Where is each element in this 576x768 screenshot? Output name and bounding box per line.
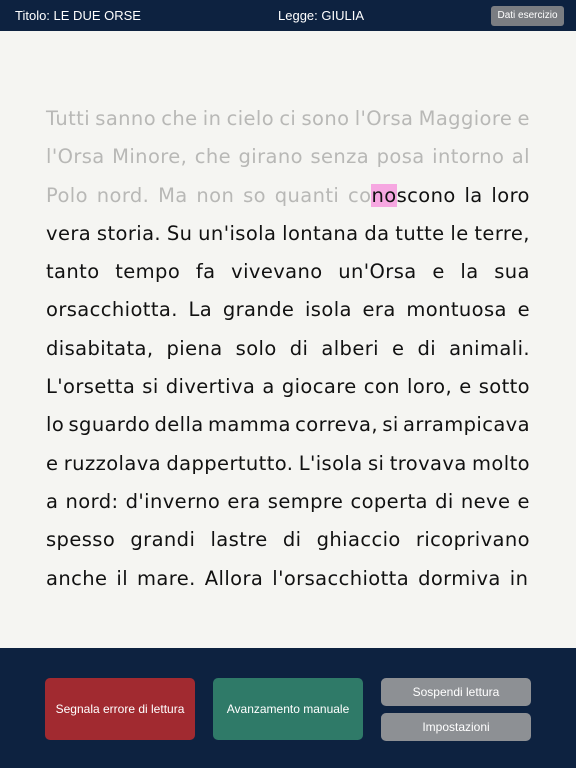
word: so (243, 183, 266, 207)
exercise-details-button[interactable]: Dati esercizio (491, 6, 564, 26)
text-line (46, 257, 530, 295)
reading-area (0, 31, 576, 648)
word: divertiva (165, 375, 256, 399)
reader-value: GIULIA (321, 8, 365, 23)
word: alberi (321, 336, 379, 360)
word: molto (472, 451, 530, 475)
reading-text (46, 104, 530, 602)
word: della (154, 413, 204, 437)
top-bar (0, 0, 576, 31)
word: a (262, 375, 275, 399)
word: quanti (274, 183, 340, 207)
word: coperta (350, 489, 428, 513)
text-line (46, 564, 530, 602)
word: di (435, 489, 454, 513)
word: tempo (115, 260, 181, 284)
current-word (348, 181, 456, 219)
word: e (517, 298, 530, 322)
word: tutte (395, 221, 445, 245)
read-fragment: co (348, 183, 372, 207)
word: sua (494, 260, 530, 284)
word: Polo (46, 183, 88, 207)
word: orsacchiotta. (46, 298, 178, 322)
word: L'orsetta (46, 375, 136, 399)
word: di (417, 336, 437, 360)
word: anche (46, 566, 108, 590)
word: intorno (432, 145, 505, 169)
word: di (289, 336, 309, 360)
word: si (367, 451, 385, 475)
word: ghiaccio (316, 528, 401, 552)
text-line (46, 142, 530, 180)
word: Allora (204, 566, 264, 590)
settings-button[interactable]: Impostazioni (381, 713, 531, 741)
word: fa (195, 260, 216, 284)
word: trovava (389, 451, 467, 475)
word: loro (491, 183, 530, 207)
word: al (511, 145, 530, 169)
reader-info (278, 8, 364, 23)
text-line (46, 372, 530, 410)
word: montuosa (406, 298, 507, 322)
word: e (392, 336, 405, 360)
word: grande (222, 298, 295, 322)
word: lontana (282, 221, 359, 245)
bottom-bar (0, 648, 576, 768)
word: vera (46, 221, 92, 245)
word: lo (46, 413, 65, 437)
word: mamma (207, 413, 291, 437)
word: disabitata, (46, 336, 154, 360)
word: arrampicava (403, 413, 530, 437)
title-info (15, 8, 141, 23)
word: la (460, 260, 479, 284)
word: sguardo (68, 413, 151, 437)
word: la (464, 183, 483, 207)
text-line (46, 449, 530, 487)
word: cielo (226, 107, 275, 130)
word: Minore, (112, 145, 188, 169)
word: storia. (96, 221, 162, 245)
word: dormiva (418, 566, 501, 590)
word: l'Orsa (354, 107, 414, 130)
word: correva, (295, 413, 378, 437)
word: neve (460, 489, 511, 513)
word: ricoprivano (415, 528, 530, 552)
word: giocare (281, 375, 357, 399)
manual-advance-button[interactable]: Avanzamento manuale (213, 678, 363, 740)
current-syllable: no (371, 183, 397, 207)
word: l'orsacchiotta (272, 566, 410, 590)
word: isola (304, 298, 352, 322)
word: Ma (158, 183, 188, 207)
text-line (46, 487, 530, 525)
word: grandi (130, 528, 196, 552)
word: l'Orsa (46, 145, 105, 169)
word: il (116, 566, 129, 590)
word: in (509, 566, 529, 590)
word: si (382, 413, 399, 437)
word: dappertutto. (166, 451, 294, 475)
title-value: LE DUE ORSE (53, 8, 141, 23)
word: ruzzolava (63, 451, 161, 475)
word: ci (279, 107, 297, 130)
word: solo (235, 336, 277, 360)
word: mare. (137, 566, 196, 590)
word: Maggiore (418, 107, 513, 130)
word: sono (301, 107, 350, 130)
word: e (432, 260, 445, 284)
word: a (46, 489, 59, 513)
text-line (46, 410, 530, 448)
report-error-button[interactable]: Segnala errore di lettura (45, 678, 195, 740)
word: si (142, 375, 159, 399)
word: lastre (210, 528, 268, 552)
word: Su (166, 221, 193, 245)
text-line (46, 104, 530, 142)
word: loro, (407, 375, 453, 399)
word: Tutti (46, 107, 91, 130)
word: d'inverno (125, 489, 221, 513)
unread-fragment: scono (396, 183, 456, 207)
word: e (517, 489, 530, 513)
word: da (364, 221, 390, 245)
word: di (282, 528, 302, 552)
word: sotto (478, 375, 530, 399)
text-line (46, 334, 530, 372)
word: piena (166, 336, 223, 360)
word: nord. (96, 183, 150, 207)
word: spesso (46, 528, 116, 552)
word: sempre (267, 489, 344, 513)
text-line (46, 525, 530, 563)
text-line (46, 219, 530, 257)
word: nord: (65, 489, 119, 513)
word: che (194, 145, 232, 169)
word: animali. (449, 336, 530, 360)
word: tanto (46, 260, 100, 284)
word: con (363, 375, 400, 399)
text-line (46, 295, 530, 333)
word: terre, (474, 221, 530, 245)
word: girano (238, 145, 303, 169)
text-line (46, 181, 530, 219)
word: e (517, 107, 530, 130)
word: La (188, 298, 213, 322)
reader-label: Legge: (278, 8, 318, 23)
title-label: Titolo: (15, 8, 50, 23)
word: senza (310, 145, 370, 169)
word: un'isola (198, 221, 277, 245)
word: un'Orsa (338, 260, 417, 284)
word: in (202, 107, 222, 130)
word: L'isola (298, 451, 363, 475)
word: posa (376, 145, 425, 169)
word: e (459, 375, 472, 399)
word: e (46, 451, 59, 475)
word: non (196, 183, 235, 207)
word: era (227, 489, 261, 513)
word: che (161, 107, 198, 130)
suspend-reading-button[interactable]: Sospendi lettura (381, 678, 531, 706)
word: vivevano (231, 260, 323, 284)
word: era (362, 298, 396, 322)
word: le (450, 221, 469, 245)
word: sanno (95, 107, 157, 130)
